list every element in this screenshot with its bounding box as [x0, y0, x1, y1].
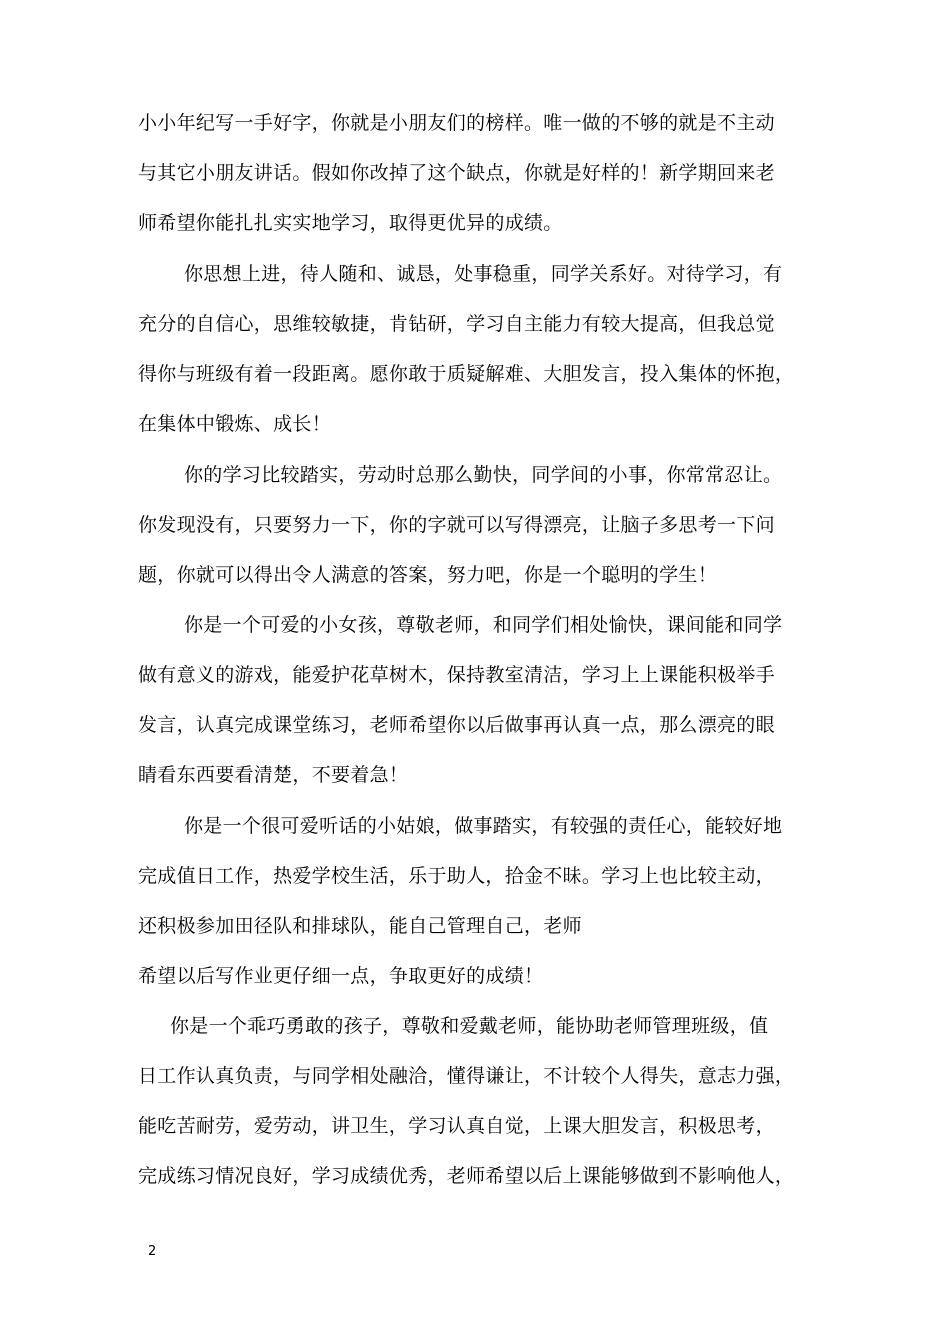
text-line: 能吃苦耐劳，爱劳动，讲卫生，学习认真自觉，上课大胆发言，积极思考，	[138, 1115, 775, 1137]
text-line: 完成值日工作，热爱学校生活，乐于助人，拾金不昧。学习上也比较主动，	[138, 865, 775, 887]
text-line: 你是一个很可爱听话的小姑娘，做事踏实，有较强的责任心，能较好地	[184, 815, 783, 837]
text-line: 你发现没有，只要努力一下，你的字就可以写得漂亮，让脑子多思考一下问	[138, 514, 775, 536]
text-line: 得你与班级有着一段距离。愿你敢于质疑解难、大胆发言，投入集体的怀抱，	[138, 363, 795, 385]
text-line: 睛看东西要看清楚，不要着急！	[138, 764, 409, 786]
text-line: 完成练习情况良好，学习成绩优秀，老师希望以后上课能够做到不影响他人，	[138, 1165, 795, 1187]
text-line: 希望以后写作业更仔细一点，争取更好的成绩！	[138, 965, 544, 987]
text-line: 你是一个可爱的小女孩，尊敬老师，和同学们相处愉快，课间能和同学	[184, 614, 783, 636]
page-number: 2	[148, 1244, 157, 1259]
text-line: 在集体中锻炼、成长！	[138, 413, 332, 435]
text-line: 你的学习比较踏实，劳动时总那么勤快，同学间的小事，你常常忍让。	[184, 464, 783, 486]
text-line: 师希望你能扎扎实实地学习，取得更优异的成绩。	[138, 212, 563, 234]
text-line: 你是一个乖巧勇敢的孩子，尊敬和爱戴老师，能协助老师管理班级，值	[170, 1015, 769, 1037]
text-line: 充分的自信心，思维较敏捷，肯钻研，学习自主能力有较大提高，但我总觉	[138, 313, 775, 335]
text-line: 题，你就可以得出令人满意的答案，努力吧，你是一个聪明的学生！	[138, 564, 718, 586]
text-line: 日工作认真负责，与同学相处融洽，懂得谦让，不计较个人得失，意志力强，	[138, 1065, 795, 1087]
text-line: 做有意义的游戏，能爱护花草树木，保持教室清洁，学习上上课能积极举手	[138, 664, 775, 686]
text-line: 发言，认真完成课堂练习，老师希望你以后做事再认真一点，那么漂亮的眼	[138, 714, 775, 736]
text-line: 与其它小朋友讲话。假如你改掉了这个缺点，你就是好样的！新学期回来老	[138, 162, 775, 184]
text-line: 你思想上进，待人随和、诚恳，处事稳重，同学关系好。对待学习，有	[184, 263, 783, 285]
text-line: 还积极参加田径队和排球队，能自己管理自己，老师	[138, 915, 582, 937]
text-line: 小小年纪写一手好字，你就是小朋友们的榜样。唯一做的不够的就是不主动	[138, 112, 775, 134]
